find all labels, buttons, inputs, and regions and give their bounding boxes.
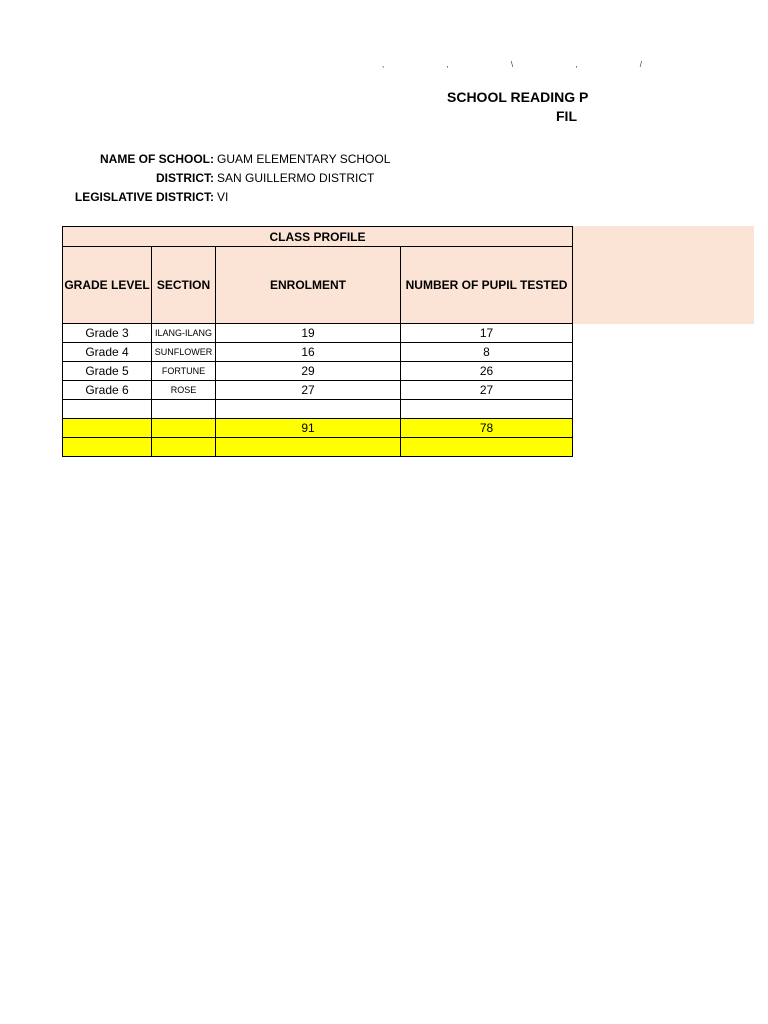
district-label: DISTRICT: [156, 171, 214, 185]
empty-cell[interactable] [216, 438, 401, 457]
empty-cell[interactable] [63, 400, 152, 419]
section-cell[interactable]: SUNFLOWER [152, 343, 216, 362]
report-title: SCHOOL READING P [447, 89, 589, 105]
total-tested-cell[interactable]: 78 [401, 419, 573, 438]
totals-row [63, 419, 573, 438]
legislative-district-label: LEGISLATIVE DISTRICT: [74, 190, 214, 204]
empty-cell[interactable] [152, 400, 216, 419]
highlight-row [63, 438, 573, 457]
tested-cell[interactable]: 17 [401, 324, 573, 343]
empty-cell[interactable] [63, 419, 152, 438]
column-header-grade-level: GRADE LEVEL [63, 247, 152, 324]
legislative-district-value[interactable]: VI [217, 190, 229, 204]
header-fill-extension [572, 226, 754, 324]
enrolment-cell[interactable]: 27 [216, 381, 401, 400]
district-row [0, 171, 560, 185]
school-name-value[interactable]: GUAM ELEMENTARY SCHOOL [217, 152, 391, 166]
empty-cell[interactable] [401, 400, 573, 419]
empty-cell[interactable] [63, 438, 152, 457]
column-header-enrolment: ENROLMENT [216, 247, 401, 324]
enrolment-cell[interactable]: 29 [216, 362, 401, 381]
legislative-district-row [0, 190, 560, 204]
empty-row [63, 400, 573, 419]
grade-cell[interactable]: Grade 6 [63, 381, 152, 400]
section-cell[interactable]: ILANG-ILANG [152, 324, 216, 343]
table-row [63, 343, 573, 362]
enrolment-cell[interactable]: 19 [216, 324, 401, 343]
empty-cell[interactable] [401, 438, 573, 457]
tested-cell[interactable]: 8 [401, 343, 573, 362]
column-header-pupils-tested: NUMBER OF PUPIL TESTED [401, 247, 573, 324]
class-profile-table [62, 226, 573, 457]
enrolment-cell[interactable]: 16 [216, 343, 401, 362]
class-profile-header: CLASS PROFILE [63, 227, 573, 247]
tested-cell[interactable]: 27 [401, 381, 573, 400]
district-value[interactable]: SAN GUILLERMO DISTRICT [217, 171, 375, 185]
school-name-row [0, 152, 560, 166]
column-header-section: SECTION [152, 247, 216, 324]
empty-cell[interactable] [152, 438, 216, 457]
table-row [63, 362, 573, 381]
tested-cell[interactable]: 26 [401, 362, 573, 381]
school-name-label: NAME OF SCHOOL: [100, 152, 214, 166]
section-cell[interactable]: ROSE [152, 381, 216, 400]
empty-cell[interactable] [216, 400, 401, 419]
table-row [63, 324, 573, 343]
total-enrolment-cell[interactable]: 91 [216, 419, 401, 438]
grade-cell[interactable]: Grade 3 [63, 324, 152, 343]
grade-cell[interactable]: Grade 5 [63, 362, 152, 381]
table-row [63, 381, 573, 400]
header-marks: , , \ , / [382, 60, 673, 69]
grade-cell[interactable]: Grade 4 [63, 343, 152, 362]
section-cell[interactable]: FORTUNE [152, 362, 216, 381]
report-subtitle: FIL [556, 108, 577, 124]
empty-cell[interactable] [152, 419, 216, 438]
